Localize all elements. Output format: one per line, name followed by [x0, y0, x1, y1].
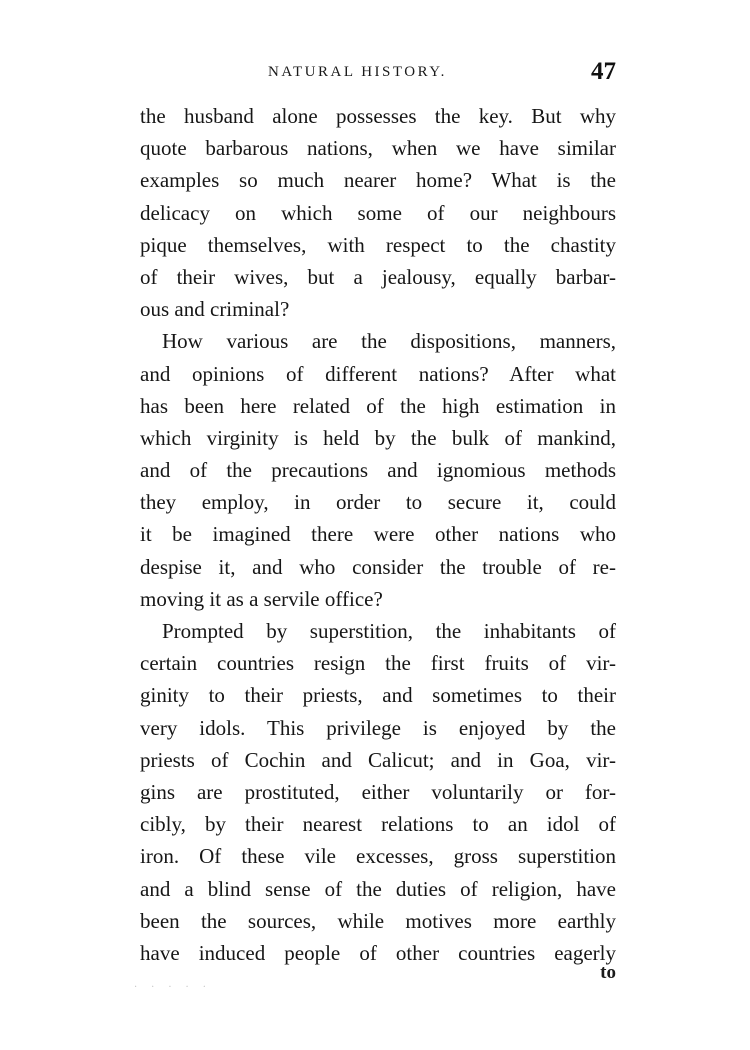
running-head: NATURAL HISTORY. [268, 64, 447, 80]
text-line: they employ, in order to secure it, could [140, 490, 616, 515]
catchword: to [600, 962, 616, 983]
text-line: the husband alone possesses the key. But why [140, 104, 616, 128]
text-line: despise it, and who consider the trouble of re- [140, 554, 616, 579]
text-line: How various are the dispositions, manners, [162, 329, 616, 354]
text-line: iron. Of these vile excesses, gross superstition [140, 844, 616, 869]
text-line: quote barbarous nations, when we have similar [140, 136, 616, 161]
text-line: delicacy on which some of our neighbours [140, 200, 616, 225]
page-number: 47 [591, 58, 616, 85]
text-line: has been here related of the high estimation in [140, 393, 616, 418]
text-line: of their wives, but a jealousy, equally barbar- [140, 264, 616, 289]
text-line: certain countries resign the first fruits of vir- [140, 651, 616, 676]
page-header [140, 58, 616, 94]
text-line: have induced people of other countries eagerly [140, 940, 616, 965]
text-line: Prompted by superstition, the inhabitants of [162, 619, 616, 643]
text-line: very idols. This privilege is enjoyed by the [140, 715, 616, 740]
text-line: priests of Cochin and Calicut; and in Goa, vir- [140, 747, 616, 772]
text-line: examples so much nearer home? What is the [140, 168, 616, 193]
text-line: gins are prostituted, either voluntarily or for- [140, 779, 616, 804]
text-line: and of the precautions and ignomious methods [140, 458, 616, 483]
text-line: which virginity is held by the bulk of mankind, [140, 425, 616, 450]
text-line: and opinions of different nations? After what [140, 361, 616, 386]
text-line: been the sources, while motives more earthly [140, 908, 616, 933]
paper-specks: ····· [134, 982, 220, 993]
text-line: moving it as a servile office? [140, 586, 383, 611]
text-line: ginity to their priests, and sometimes to their [140, 683, 616, 708]
text-line: it be imagined there were other nations who [140, 522, 616, 547]
text-line: ous and criminal? [140, 297, 290, 322]
body-text [140, 100, 616, 969]
text-line: and a blind sense of the duties of religion, have [140, 876, 616, 901]
text-line: cibly, by their nearest relations to an idol of [140, 812, 616, 837]
text-line: pique themselves, with respect to the chastity [140, 232, 616, 257]
